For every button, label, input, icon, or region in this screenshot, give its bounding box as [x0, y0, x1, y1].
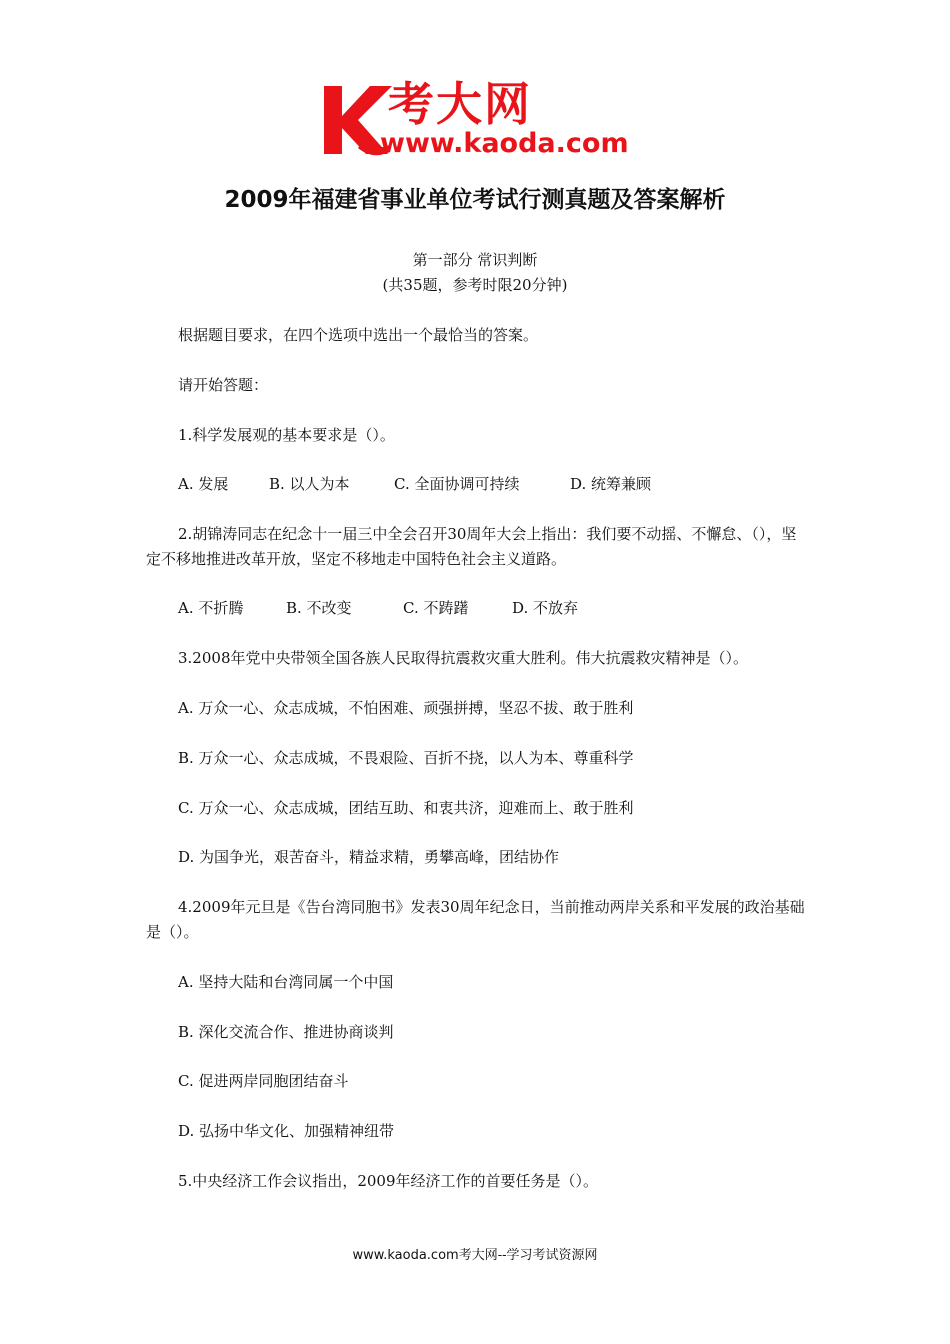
question-5-stem: 5.中央经济工作会议指出，2009年经济工作的首要任务是（）。: [178, 1172, 598, 1190]
question-4-option-a: A. 坚持大陆和台湾同属一个中国: [178, 973, 394, 991]
page-footer: [0, 1246, 950, 1266]
option: A. 不折腾: [178, 599, 244, 617]
question-3-option-d: D. 为国争光，艰苦奋斗，精益求精，勇攀高峰，团结协作: [178, 848, 560, 866]
start-prompt: 请开始答题：: [178, 376, 269, 394]
question-3-option-c: C. 万众一心、众志成城，团结互助、和衷共济，迎难而上、敢于胜利: [178, 799, 634, 817]
question-2-stem: 2.胡锦涛同志在纪念十一届三中全会召开30周年大会上指出：我们要不动摇、不懈怠、（），坚定不移地推进改革开放，坚定不移地走中国特色社会主义道路。: [146, 525, 797, 568]
document-title: 2009年福建省事业单位考试行测真题及答案解析: [224, 187, 726, 213]
option: B. 不改变: [286, 599, 352, 617]
question-3-stem: 3.2008年党中央带领全国各族人民取得抗震救灾重大胜利。伟大抗震救灾精神是（）。: [178, 649, 748, 667]
footer-text: 考大网--学习考试资源网: [458, 1248, 598, 1263]
section-heading: 第一部分 常识判断: [412, 251, 538, 269]
footer-link[interactable]: www.kaoda.com: [352, 1248, 459, 1263]
option: C. 全面协调可持续: [394, 475, 520, 493]
option: D. 统筹兼顾: [570, 475, 652, 493]
question-4-option-b: B. 深化交流合作、推进协商谈判: [178, 1023, 394, 1041]
site-logo[interactable]: [318, 78, 640, 160]
question-4-stem: 4.2009年元旦是《告台湾同胞书》发表30周年纪念日，当前推动两岸关系和平发展的政治基础是（）。: [146, 898, 805, 941]
question-1-stem: 1.科学发展观的基本要求是（）。: [178, 426, 395, 444]
question-2-options: [178, 596, 578, 621]
question-1-options: [178, 472, 651, 497]
question-3-option-b: B. 万众一心、众志成城，不畏艰险、百折不挠，以人为本、尊重科学: [178, 749, 634, 767]
question-4-option-c: C. 促进两岸同胞团结奋斗: [178, 1072, 349, 1090]
section-note: (共35题，参考时限20分钟): [382, 276, 568, 294]
instructions: 根据题目要求，在四个选项中选出一个最恰当的答案。: [178, 326, 539, 344]
option: D. 不放弃: [512, 599, 579, 617]
option: A. 发展: [178, 475, 229, 493]
option: C. 不踌躇: [403, 599, 469, 617]
logo-chinese-text: 考大网: [388, 77, 532, 131]
logo-url-text: www.kaoda.com: [380, 128, 629, 159]
question-3-option-a: A. 万众一心、众志成城，不怕困难、顽强拼搏，坚忍不拔、敢于胜利: [178, 699, 634, 717]
question-4-option-d: D. 弘扬中华文化、加强精神纽带: [178, 1122, 395, 1140]
option: B. 以人为本: [269, 475, 350, 493]
